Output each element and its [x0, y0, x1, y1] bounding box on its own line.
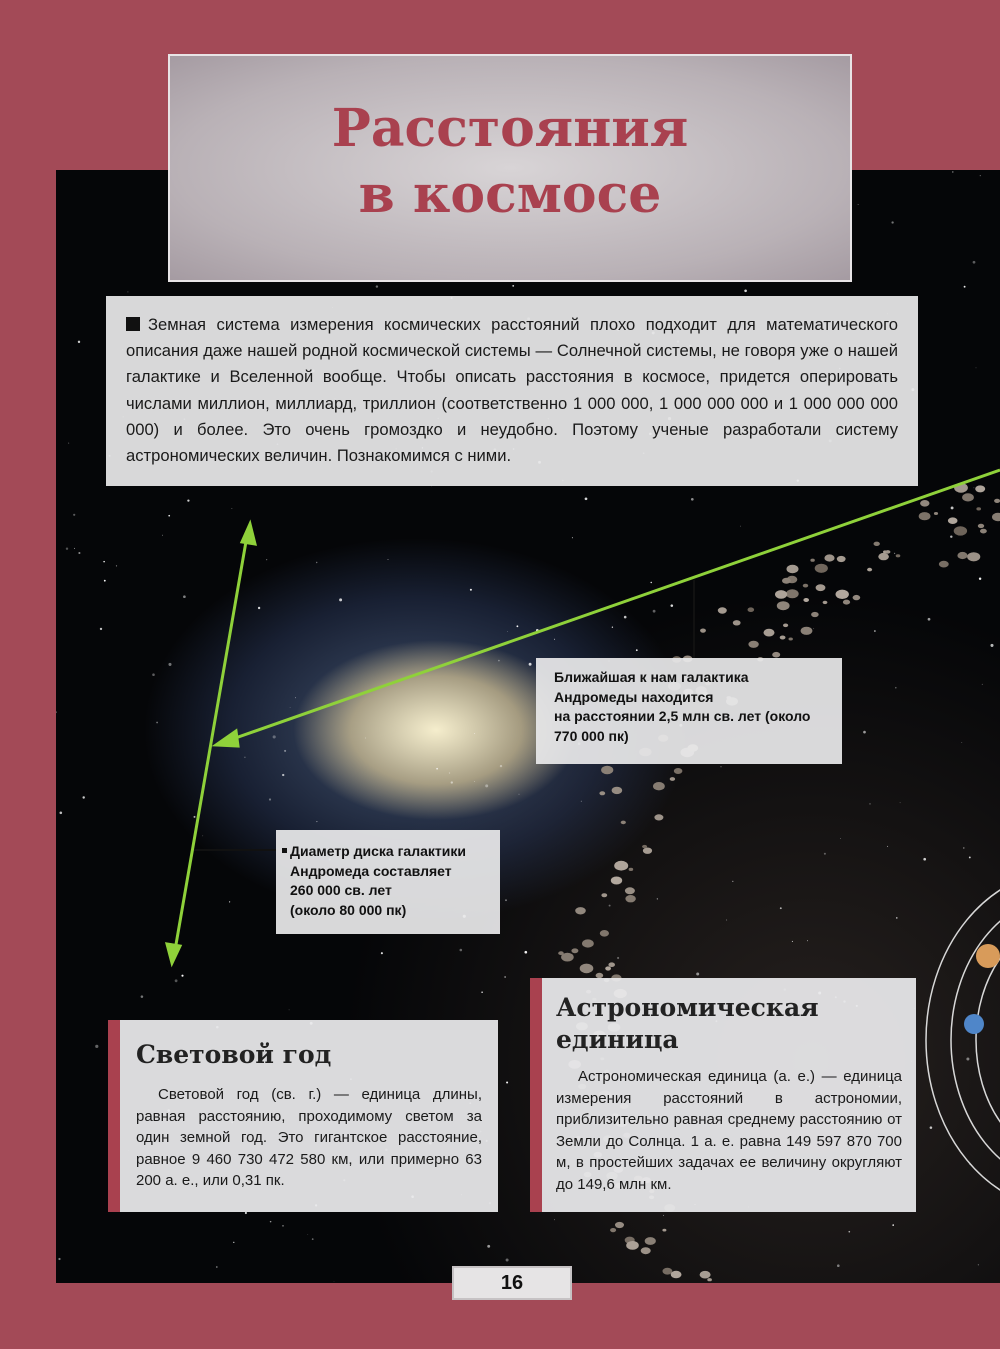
star — [519, 794, 520, 795]
star — [969, 856, 971, 858]
star — [529, 663, 532, 666]
star — [691, 498, 694, 501]
star — [100, 628, 102, 630]
light-year-box — [108, 1020, 498, 1212]
star — [964, 286, 966, 288]
asteroid — [815, 564, 828, 573]
star — [506, 1259, 509, 1262]
asteroid — [976, 507, 981, 510]
star — [923, 858, 926, 861]
asteroid — [878, 553, 889, 560]
star — [273, 735, 276, 738]
star — [270, 1221, 272, 1223]
asteroid — [610, 1228, 616, 1232]
star — [334, 1281, 335, 1282]
star — [973, 261, 976, 264]
star — [840, 838, 841, 839]
light-year-text: Световой год (св. г.) — единица длины, равная расстоянию, проходимому светом за один земной год. Это гигантское расстояние, равное 9 460 730 472 580 км, или примерно 63 200 а. е., или 0,31 пк. — [136, 1086, 482, 1189]
asteroid — [662, 1229, 666, 1232]
star — [572, 537, 573, 538]
star — [127, 291, 128, 292]
asteroid — [612, 787, 623, 794]
square-bullet-icon — [282, 848, 287, 853]
star — [554, 1219, 555, 1220]
star — [216, 1266, 218, 1268]
star — [554, 639, 555, 640]
star — [168, 515, 170, 517]
asteroid — [836, 590, 849, 599]
star — [726, 920, 727, 921]
star — [175, 979, 178, 982]
asteroid — [674, 768, 683, 774]
star — [194, 816, 196, 818]
light-year-heading: Световой год — [136, 1040, 332, 1069]
star — [232, 508, 233, 509]
asteroid — [801, 627, 813, 635]
callout-line: Андромеда составляет — [290, 862, 452, 879]
au-box — [530, 978, 916, 1212]
star — [858, 204, 859, 205]
asteroid — [777, 601, 790, 610]
callout-line: Диаметр диска галактики — [290, 843, 466, 859]
star — [506, 1081, 508, 1083]
star — [813, 628, 814, 629]
asteroid — [670, 777, 675, 781]
star — [657, 898, 658, 899]
star — [74, 548, 75, 549]
star — [837, 1264, 840, 1267]
star — [504, 976, 505, 977]
asteroid — [605, 966, 611, 970]
asteroid — [786, 589, 799, 598]
star — [887, 846, 888, 847]
star — [460, 949, 463, 952]
asteroid — [810, 559, 814, 562]
star — [894, 553, 895, 554]
asteroid — [641, 1247, 651, 1254]
asteroid — [601, 893, 607, 897]
star — [365, 738, 366, 739]
star — [807, 940, 808, 941]
star — [58, 1258, 60, 1260]
star — [436, 768, 438, 770]
asteroid — [643, 848, 652, 854]
star — [512, 285, 514, 287]
star — [732, 881, 733, 882]
star — [229, 901, 230, 902]
asteroid — [700, 629, 706, 633]
star — [952, 171, 953, 172]
diameter-arrowhead-bottom — [167, 944, 180, 963]
star — [982, 684, 983, 685]
star — [612, 627, 613, 628]
asteroid — [967, 552, 980, 561]
star — [202, 835, 203, 836]
star — [848, 1231, 850, 1233]
asteroid — [975, 485, 985, 492]
star — [930, 1126, 933, 1129]
star — [474, 781, 475, 782]
star — [266, 559, 267, 560]
star — [505, 899, 507, 901]
star — [78, 341, 80, 343]
star — [636, 649, 638, 651]
asteroid — [671, 1271, 682, 1279]
star — [792, 941, 793, 942]
star — [470, 589, 472, 591]
asteroid — [811, 612, 819, 617]
asteroid — [654, 814, 663, 820]
star — [282, 774, 284, 776]
star — [312, 1238, 314, 1240]
andromeda-diameter-callout — [276, 830, 500, 934]
star — [339, 598, 342, 601]
star — [900, 802, 901, 803]
callout-line: 260 000 св. лет — [290, 882, 392, 898]
star — [824, 853, 826, 855]
callout-line: (около 80 000 пк) — [290, 901, 407, 918]
asteroid — [575, 907, 586, 914]
asteroid — [775, 590, 787, 599]
asteroid — [580, 964, 594, 974]
callout-line: на расстоянии 2,5 млн св. лет (около — [554, 708, 811, 724]
intro-box — [106, 296, 918, 486]
star — [961, 742, 962, 743]
asteroid — [934, 512, 938, 515]
star — [449, 772, 450, 773]
asteroid — [948, 517, 958, 524]
au-heading-line-2: единица — [556, 1025, 679, 1054]
au-heading-line-1: Астрономическая — [556, 993, 819, 1022]
asteroid — [748, 641, 758, 648]
star — [156, 722, 158, 724]
star — [863, 731, 866, 734]
asteroid — [625, 887, 635, 894]
star — [289, 1009, 290, 1010]
star — [516, 625, 518, 627]
callout-line: 770 000 пк) — [554, 727, 629, 744]
star — [388, 559, 389, 560]
star — [168, 663, 171, 666]
asteroid — [780, 636, 786, 640]
star — [104, 580, 106, 582]
asteroid — [787, 565, 799, 573]
asteroid — [962, 493, 974, 501]
asteroid — [611, 877, 622, 885]
asteroid — [653, 782, 665, 790]
star — [187, 499, 189, 501]
asteroid — [867, 568, 872, 572]
asteroid — [782, 578, 791, 584]
star — [485, 784, 488, 787]
star — [282, 1225, 283, 1226]
star — [744, 289, 747, 292]
asteroid — [803, 598, 809, 602]
asteroid — [823, 601, 828, 604]
star — [269, 798, 271, 800]
andromeda-distance-callout — [536, 658, 842, 764]
asteroid — [614, 861, 628, 871]
asteroid — [663, 1268, 673, 1275]
star — [258, 607, 260, 609]
star — [976, 367, 977, 368]
star — [56, 711, 57, 713]
star — [507, 631, 508, 632]
asteroid — [896, 554, 901, 557]
star — [451, 781, 453, 783]
star — [979, 577, 981, 579]
star — [617, 957, 619, 959]
asteroid — [621, 821, 626, 825]
asteroid — [843, 600, 850, 605]
asteroid — [980, 529, 987, 534]
star — [624, 616, 627, 619]
asteroid — [600, 930, 609, 937]
star — [653, 610, 656, 613]
asteroid — [733, 620, 741, 625]
star — [73, 514, 75, 516]
star — [950, 535, 952, 537]
asteroid — [803, 584, 808, 588]
star — [103, 561, 105, 563]
star — [896, 917, 898, 919]
asteroid — [558, 951, 564, 955]
star — [181, 975, 183, 977]
star — [895, 687, 897, 689]
callout-line: Андромеды находится — [554, 688, 714, 705]
asteroid — [885, 550, 890, 554]
asteroid — [642, 845, 647, 848]
star — [973, 487, 974, 488]
star — [500, 765, 502, 767]
title-line-2: в космосе — [358, 164, 662, 225]
asteroid — [978, 524, 984, 528]
star — [585, 497, 588, 500]
star — [780, 907, 782, 909]
star — [696, 973, 699, 976]
star — [609, 905, 611, 907]
asteroid — [625, 895, 635, 902]
star — [82, 796, 84, 798]
asteroid — [571, 948, 578, 953]
planet-orbits — [926, 870, 1000, 1210]
asteroid — [707, 1278, 712, 1281]
callout-line: Ближайшая к нам галактика — [554, 669, 749, 685]
star — [245, 1212, 247, 1214]
star — [721, 766, 722, 767]
star — [481, 992, 482, 993]
title-box — [168, 54, 852, 282]
asteroid — [718, 607, 727, 613]
title-line-1: Расстояния — [331, 98, 689, 159]
star — [951, 506, 954, 509]
asteroid — [954, 526, 967, 535]
star — [66, 547, 68, 549]
star — [316, 821, 317, 822]
star — [141, 995, 144, 998]
asteroid — [789, 638, 793, 641]
star — [284, 750, 286, 752]
intro-text: Земная система измерения космических расстояний плохо подходит для математического описания даже нашей родной космической системы — Солнечной системы, не говоря уже о нашей галактике и Вселенной вообще. Чтобы описать расстояния в космосе, придется оперировать числами миллион, миллиард, триллион (соответственно 1 000 000, 1 000 000 000 и 1 000 000 000 000) и более. Это очень громоздко и неудобно. Поэтому ученые разработали систему астрономических величин. Познакомимся с ними. — [126, 315, 898, 466]
asteroid — [626, 1241, 639, 1250]
star — [671, 604, 674, 607]
jupiter-planet — [976, 944, 1000, 968]
asteroid — [853, 595, 861, 600]
orbit-1 — [926, 870, 1000, 1210]
star — [290, 707, 291, 708]
star — [524, 951, 527, 954]
star — [68, 443, 69, 444]
asteroid — [919, 512, 931, 520]
asteroid — [783, 624, 788, 628]
star — [928, 618, 931, 621]
star — [498, 660, 500, 662]
star — [95, 1045, 98, 1048]
star — [487, 1245, 490, 1248]
asteroid — [645, 1237, 656, 1245]
asteroid — [608, 962, 615, 967]
star — [891, 221, 893, 223]
asteroid — [939, 561, 949, 568]
star — [740, 526, 741, 527]
star — [116, 565, 117, 566]
star — [874, 630, 876, 632]
star — [244, 757, 245, 758]
star — [474, 733, 475, 734]
star — [869, 803, 870, 804]
asteroid — [992, 513, 1000, 521]
star — [233, 1242, 234, 1243]
page-number: 16 — [452, 1266, 572, 1300]
asteroid — [772, 652, 780, 658]
star — [307, 1234, 308, 1235]
page-title — [170, 96, 850, 228]
diameter-arrowhead-top — [242, 524, 255, 544]
asteroid — [874, 542, 880, 546]
star — [990, 644, 993, 647]
asteroid — [599, 791, 605, 795]
asteroid — [994, 499, 1000, 503]
asteroid — [837, 556, 846, 562]
asteroid — [816, 584, 826, 591]
intro-paragraph — [126, 312, 898, 469]
asteroid — [629, 868, 634, 871]
asteroid — [920, 500, 929, 507]
au-text: Астрономическая единица (а. е.) — единица измерения расстояний в астрономии, приблизительно равная среднему расстоянию от Земли до Солнца. 1 а. е. равна 149 597 870 700 м, в простейших задачах ее величину округляют до 149,6 млн км. — [556, 1068, 902, 1193]
star — [376, 285, 378, 287]
star — [183, 595, 186, 598]
star — [581, 801, 582, 802]
asteroid — [748, 607, 755, 612]
au-heading — [556, 992, 902, 1056]
earth-planet — [964, 1014, 984, 1034]
star — [980, 175, 981, 176]
square-bullet-icon — [126, 317, 140, 331]
asteroid — [824, 554, 834, 561]
star — [963, 847, 964, 848]
star — [295, 697, 296, 698]
star — [651, 582, 652, 583]
star — [316, 562, 317, 563]
asteroid — [601, 766, 613, 775]
asteroid — [700, 1271, 711, 1279]
asteroid — [582, 939, 594, 947]
asteroid — [615, 1222, 624, 1228]
star — [892, 1224, 894, 1226]
asteroid — [764, 629, 775, 637]
star — [978, 1264, 979, 1265]
star — [966, 1057, 969, 1060]
star — [78, 552, 80, 554]
star — [162, 535, 163, 536]
star — [60, 812, 63, 815]
distance-arrowhead — [216, 731, 238, 746]
star — [663, 1215, 664, 1216]
asteroid — [957, 552, 967, 559]
star — [152, 673, 155, 676]
star — [381, 952, 383, 954]
